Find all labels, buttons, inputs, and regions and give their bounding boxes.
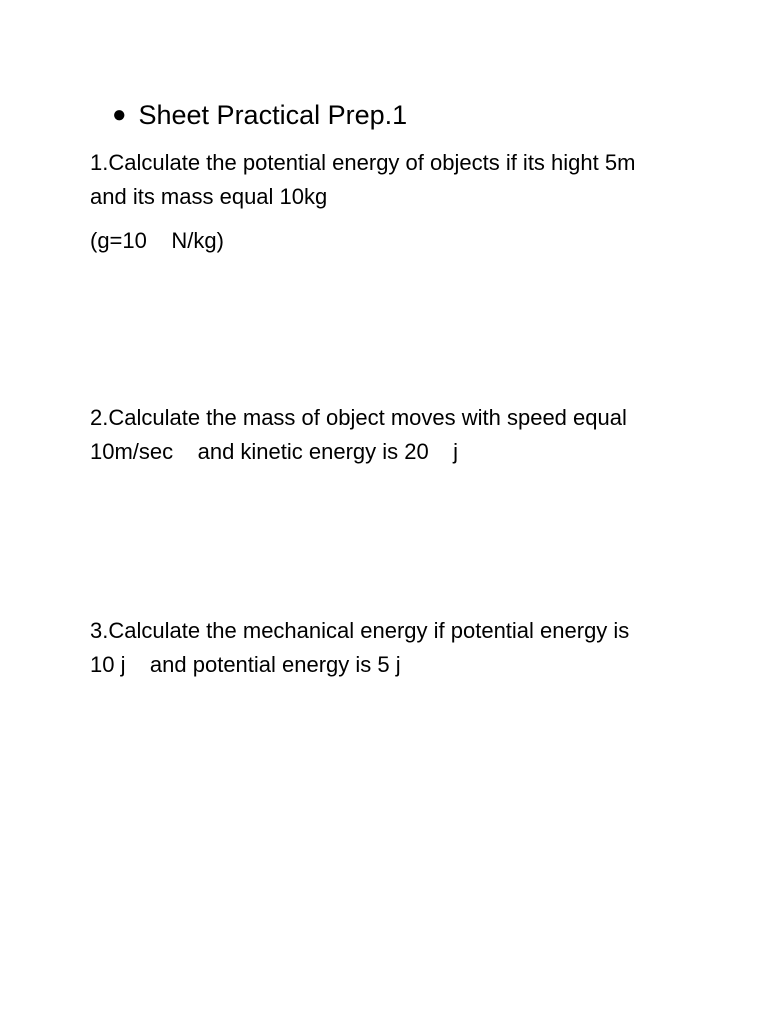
bullet-dot-icon: ● <box>112 101 127 128</box>
question-1-text: 1.Calculate the potential energy of objects if its hight 5m and its mass equal 10kg <box>90 150 636 209</box>
question-3-text: 3.Calculate the mechanical energy if potential energy is 10 j and potential energy is 5 j <box>90 618 630 677</box>
question-1-given: (g=10 N/kg) <box>90 228 224 253</box>
question-2-text: 2.Calculate the mass of object moves with speed equal 10m/sec and kinetic energy is 20 j <box>90 405 627 464</box>
sheet-title-line <box>112 96 407 134</box>
sheet-title: Sheet Practical Prep.1 <box>138 100 408 130</box>
